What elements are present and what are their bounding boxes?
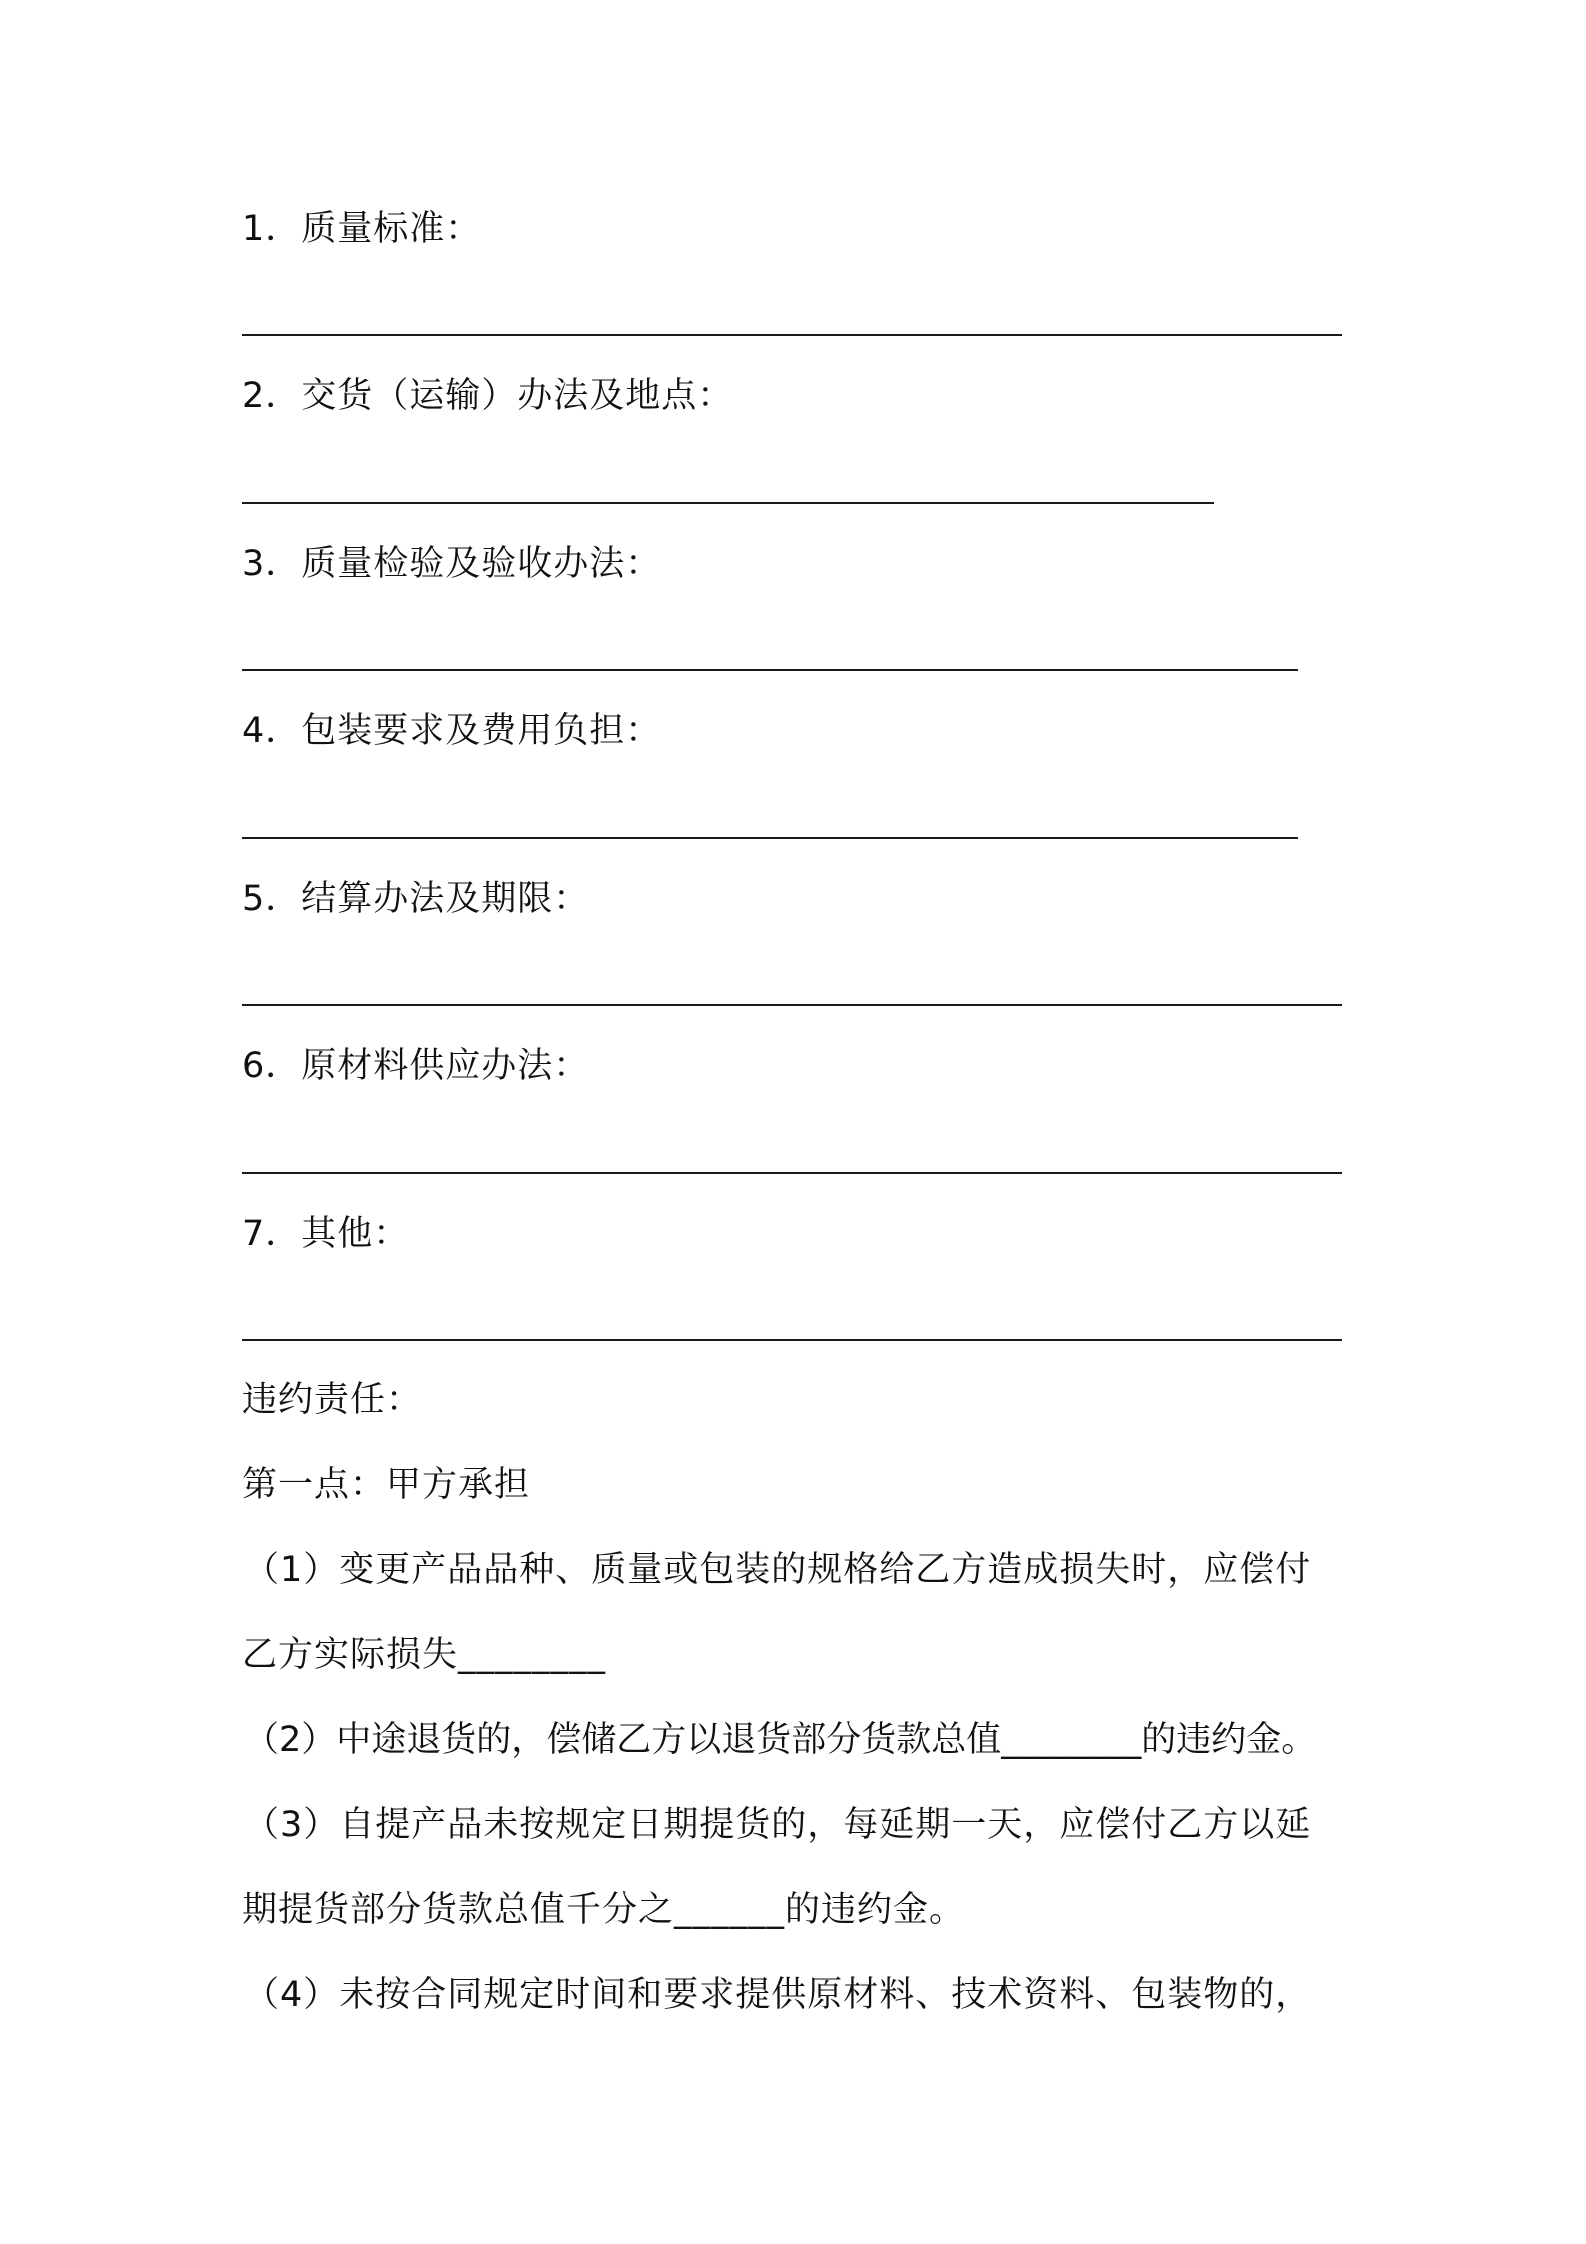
section-other: 7．其他： [242, 1214, 410, 1254]
fill-in-line [242, 669, 1298, 671]
section-packaging-requirements: 4．包装要求及费用负担： [242, 711, 662, 751]
breach-point-one: 第一点：甲方承担 [242, 1465, 531, 1505]
fill-in-line [242, 502, 1214, 504]
fill-in-line [242, 334, 1342, 336]
fill-in-line [242, 1172, 1342, 1174]
section-quality-standard: 1．质量标准： [242, 209, 482, 249]
section-delivery-method: 2．交货（运输）办法及地点： [242, 376, 734, 416]
breach-item-3-cont: 期提货部分货款总值千分之______的违约金。 [242, 1890, 966, 1930]
breach-item-1: （1）变更产品品种、质量或包装的规格给乙方造成损失时，应偿付 [244, 1550, 1312, 1590]
breach-heading: 违约责任： [242, 1380, 423, 1420]
breach-item-1-cont: 乙方实际损失________ [242, 1635, 607, 1675]
breach-item-4: （4）未按合同规定时间和要求提供原材料、技术资料、包装物的， [244, 1975, 1312, 2015]
fill-in-line [242, 1004, 1342, 1006]
section-inspection-method: 3．质量检验及验收办法： [242, 544, 662, 584]
fill-in-line [242, 837, 1298, 839]
section-settlement-method: 5．结算办法及期限： [242, 879, 590, 919]
breach-item-3: （3）自提产品未按规定日期提货的，每延期一天，应偿付乙方以延 [244, 1805, 1312, 1845]
section-material-supply: 6．原材料供应办法： [242, 1046, 590, 1086]
breach-item-2: （2）中途退货的，偿储乙方以退货部分货款总值________的违约金。 [244, 1720, 1317, 1760]
fill-in-line [242, 1339, 1342, 1341]
